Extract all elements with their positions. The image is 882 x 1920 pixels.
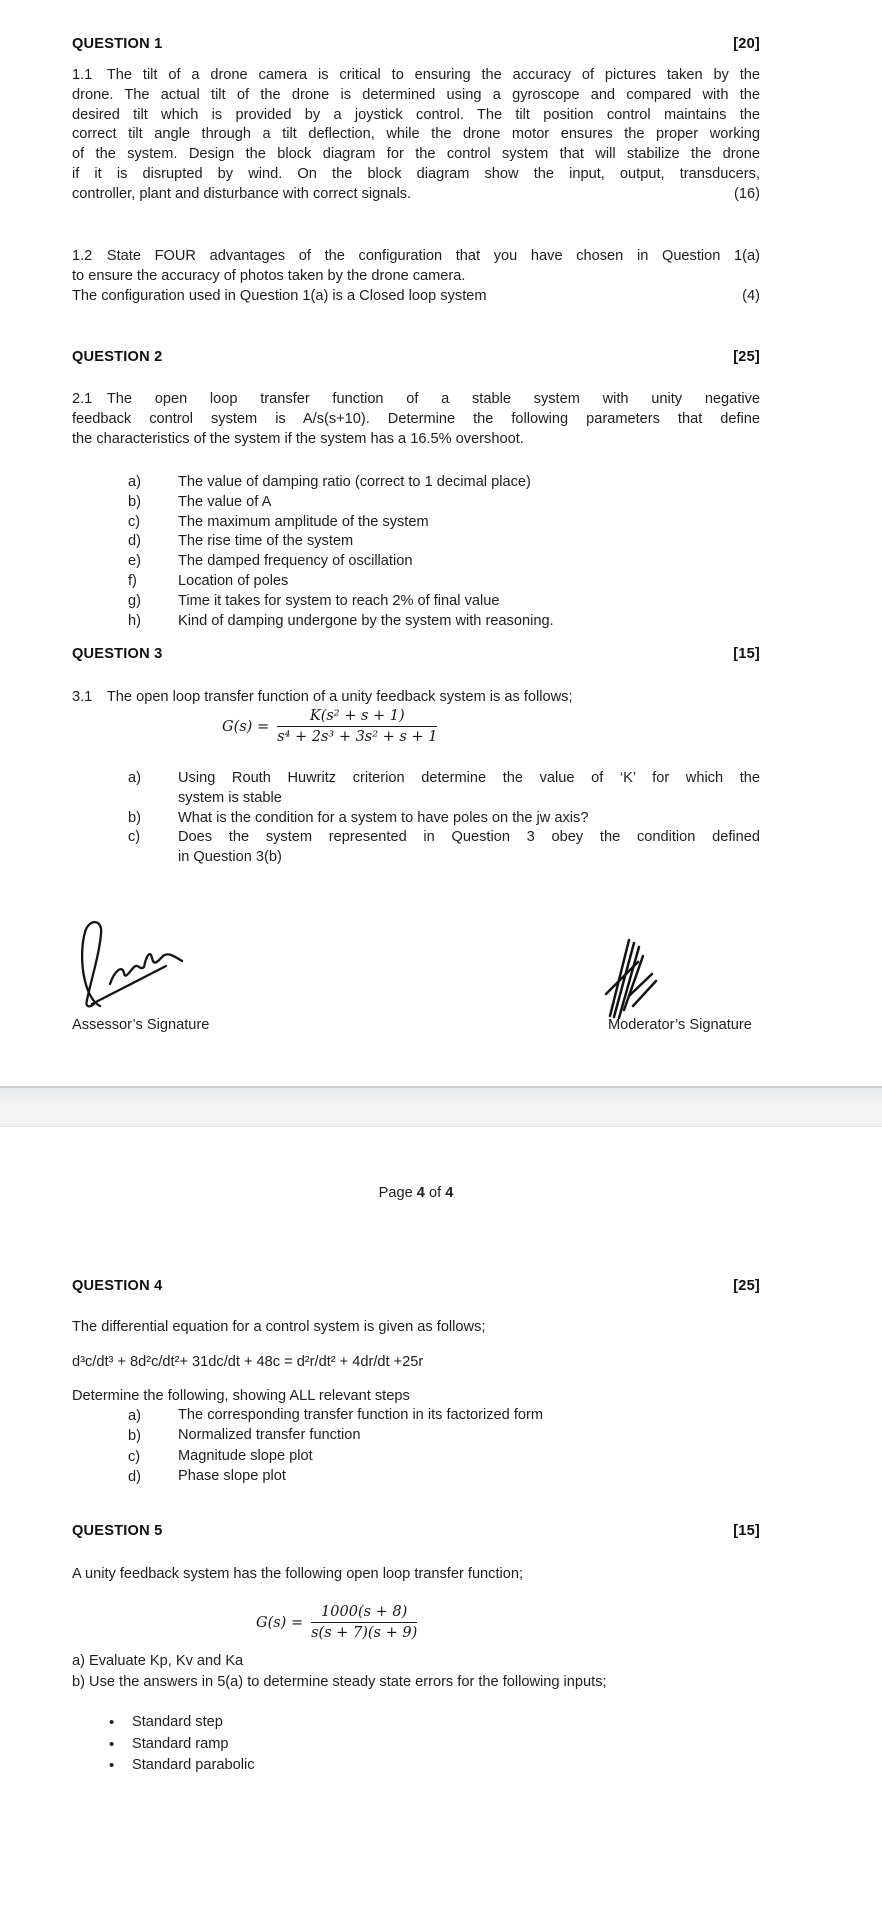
list-item: [72, 473, 760, 493]
text-line-left: The configuration used in Question 1(a) is a Closed loop system: [72, 287, 487, 304]
question4-determine-line: Determine the following, showing ALL relevant steps: [72, 1388, 410, 1404]
question1-header: [72, 36, 760, 52]
text-line: 1.2 State FOUR advantages of the configuration that you have chosen in Question 1(a): [72, 248, 760, 264]
text-line: to ensure the accuracy of photos taken by the drone camera.: [72, 267, 466, 284]
list-item-text: [178, 1467, 760, 1487]
bullet-text: Standard ramp: [132, 1735, 229, 1752]
list-item-letter: g): [128, 592, 141, 609]
formula-numerator: K(s² + s + 1): [277, 708, 437, 727]
text-line: The rise time of the system: [178, 533, 354, 550]
question2-list: [72, 473, 760, 631]
question4-intro: The differential equation for a control system is given as follows;: [72, 1319, 486, 1335]
marks-inline: (16): [734, 185, 760, 202]
list-item-letter: e): [128, 553, 141, 570]
question5-bullet-list: [72, 1712, 760, 1777]
list-item: [72, 532, 760, 552]
page-number-total: 4: [445, 1185, 454, 1201]
paragraph-3-1: [72, 688, 760, 708]
question2-header: [72, 349, 760, 365]
page-number: [72, 1183, 760, 1203]
list-item: [72, 809, 760, 829]
text-line: The value of A: [178, 493, 272, 510]
question4-list: [72, 1406, 760, 1487]
text-line: Using Routh Huwritz criterion determine the value of ‘K’ for which the: [178, 770, 760, 786]
formula-fraction: [311, 1604, 417, 1641]
list-item-letter: c): [128, 1448, 141, 1465]
text-line: [72, 185, 760, 205]
text-line: The corresponding transfer function in its factorized form: [178, 1407, 544, 1423]
text-line: Magnitude slope plot: [178, 1447, 313, 1464]
list-item-text: [178, 592, 760, 612]
question4-title: QUESTION 4: [72, 1278, 163, 1294]
page-number-of: of: [424, 1185, 446, 1201]
text-line: 1.1 The tilt of a drone camera is critical to ensuring the accuracy of pictures taken by the: [72, 67, 760, 83]
text-line-left: controller, plant and disturbance with correct signals.: [72, 185, 412, 202]
text-line: The maximum amplitude of the system: [178, 513, 429, 530]
list-item-text: [178, 552, 760, 572]
question2-marks: [25]: [733, 349, 760, 365]
list-item-letter: d): [128, 1468, 141, 1485]
list-item-letter: b): [128, 1428, 141, 1445]
list-item-letter: a): [128, 1408, 141, 1424]
list-item-text: [178, 769, 760, 809]
formula-lhs: G(s) =: [222, 718, 270, 735]
question3-marks: [15]: [733, 646, 760, 662]
q5-transfer-function-formula: [256, 1604, 417, 1641]
list-item: [72, 612, 760, 632]
list-item-letter: a): [128, 770, 141, 786]
text-line: Normalized transfer function: [178, 1427, 361, 1444]
question3-header: [72, 646, 760, 662]
formula-denominator: s⁴ + 2s³ + 3s² + s + 1: [277, 729, 438, 745]
question1-marks: [20]: [733, 36, 760, 52]
list-item-letter: b): [128, 493, 141, 510]
text-line: The damped frequency of oscillation: [178, 553, 413, 570]
list-item: [72, 769, 760, 809]
list-item: [72, 513, 760, 533]
list-item: [72, 572, 760, 592]
bullet-text: Standard step: [132, 1714, 223, 1730]
list-item-letter: d): [128, 533, 141, 550]
text-line: 2.1 The open loop transfer function of a stable system with unity negative: [72, 391, 760, 407]
marks-inline: (4): [742, 287, 760, 304]
bullet-item: [72, 1755, 760, 1777]
bullet-icon: •: [109, 1757, 115, 1774]
list-item: [72, 552, 760, 572]
q3-transfer-function-formula: [222, 708, 437, 745]
list-item-letter: c): [128, 829, 141, 846]
list-item-text: [178, 513, 760, 533]
page-number-prefix: Page: [378, 1185, 417, 1201]
paragraph-2-1: [72, 390, 760, 449]
bullet-icon: •: [109, 1735, 115, 1753]
list-item: [72, 493, 760, 513]
text-line: system is stable: [178, 789, 282, 806]
list-item-text: [178, 473, 760, 493]
list-item: [72, 828, 760, 868]
assessor-signature-image: [70, 916, 220, 1012]
text-line: Does the system represented in Question 3 obey the condition defined: [178, 829, 760, 846]
question5-title: QUESTION 5: [72, 1523, 163, 1539]
bullet-text: Standard parabolic: [132, 1757, 255, 1773]
list-item-letter: b): [128, 809, 141, 826]
text-line: if it is disrupted by wind. On the block diagram show the input, output, transducers,: [72, 165, 760, 182]
text-line: correct tilt angle through a tilt deflection, while the drone motor ensures the proper working: [72, 126, 760, 143]
list-item-text: [178, 1406, 760, 1426]
text-line: The value of damping ratio (correct to 1 decimal place): [178, 474, 531, 490]
formula-fraction: [277, 708, 437, 745]
moderator-signature-image: [596, 934, 662, 1020]
question5-item-b: b) Use the answers in 5(a) to determine steady state errors for the following inputs;: [72, 1674, 607, 1690]
moderator-signature-label: Moderator’s Signature: [608, 1017, 752, 1033]
bullet-item: [72, 1712, 760, 1734]
question5-marks: [15]: [733, 1523, 760, 1539]
question5-header: [72, 1523, 760, 1539]
question3-list: [72, 769, 760, 868]
text-line: What is the condition for a system to have poles on the jw axis?: [178, 809, 589, 826]
question3-title: QUESTION 3: [72, 646, 163, 662]
page-separator-band: [0, 1086, 882, 1127]
question4-marks: [25]: [733, 1278, 760, 1294]
list-item-text: [178, 809, 760, 829]
bullet-icon: •: [109, 1714, 115, 1731]
question1-title: QUESTION 1: [72, 36, 163, 52]
question4-differential-equation: d³c/dt³ + 8d²c/dt²+ 31dc/dt + 48c = d²r/dt² + 4dr/dt +25r: [72, 1354, 424, 1370]
list-item-text: [178, 1447, 760, 1467]
text-line: [72, 287, 760, 307]
list-item-letter: h): [128, 612, 141, 629]
paragraph-1-1: [72, 66, 760, 205]
text-line: Phase slope plot: [178, 1467, 286, 1484]
list-item-text: [178, 572, 760, 592]
text-line: the characteristics of the system if the system has a 16.5% overshoot.: [72, 430, 524, 447]
text-line: 3.1 The open loop transfer function of a unity feedback system is as follows;: [72, 689, 573, 705]
list-item-text: [178, 828, 760, 868]
text-line: Time it takes for system to reach 2% of final value: [178, 592, 500, 609]
text-line: Kind of damping undergone by the system with reasoning.: [178, 612, 554, 629]
list-item-text: [178, 1426, 760, 1446]
list-item: [72, 1426, 760, 1446]
question4-header: [72, 1278, 760, 1294]
assessor-signature-label: Assessor’s Signature: [72, 1017, 210, 1033]
list-item-letter: c): [128, 513, 141, 530]
text-line: in Question 3(b): [178, 849, 282, 866]
list-item-text: [178, 612, 760, 632]
list-item: [72, 1406, 760, 1426]
question5-item-a: a) Evaluate Kp, Kv and Ka: [72, 1653, 244, 1669]
question2-title: QUESTION 2: [72, 349, 163, 365]
bullet-item: [72, 1734, 760, 1756]
formula-lhs: G(s) =: [256, 1614, 304, 1631]
text-line: desired tilt which is provided by a joystick control. The tilt position control maintains the: [72, 106, 760, 123]
list-item: [72, 1447, 760, 1467]
formula-numerator: 1000(s + 8): [311, 1604, 417, 1623]
list-item-letter: f): [128, 572, 137, 589]
list-item-text: [178, 532, 760, 552]
page-number-current: 4: [416, 1185, 425, 1201]
text-line: drone. The actual tilt of the drone is determined using a gyroscope and compared with the: [72, 86, 760, 103]
paragraph-1-2: [72, 247, 760, 306]
list-item: [72, 1467, 760, 1487]
question5-intro: A unity feedback system has the following open loop transfer function;: [72, 1566, 524, 1582]
list-item: [72, 592, 760, 612]
list-item-text: [178, 493, 760, 513]
list-item-letter: a): [128, 474, 141, 490]
text-line: of the system. Design the block diagram for the control system that will stabilize the drone: [72, 146, 760, 163]
text-line: Location of poles: [178, 572, 289, 589]
text-line: feedback control system is A/s(s+10). Determine the following parameters that define: [72, 410, 760, 427]
formula-denominator: s(s + 7)(s + 9): [311, 1625, 418, 1641]
